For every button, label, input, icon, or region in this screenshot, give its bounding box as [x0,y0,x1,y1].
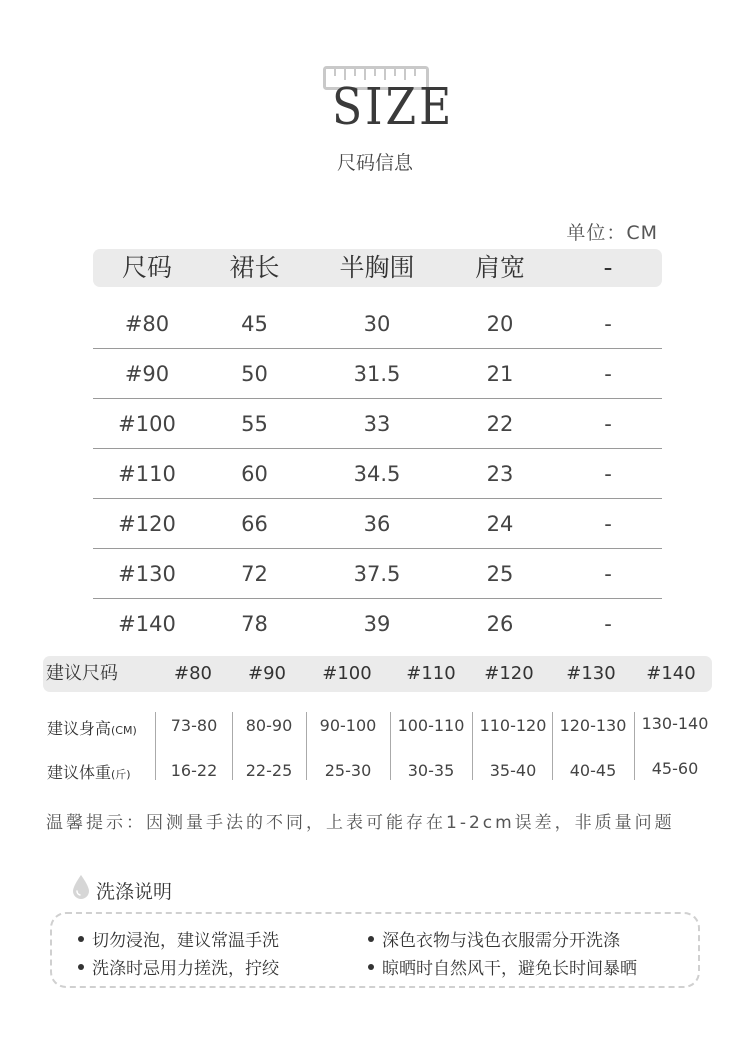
bullet-icon [78,964,84,970]
cell-length: 45 [241,312,268,336]
cell-extra: - [604,612,612,636]
cell-size: #100 [118,412,176,436]
cell-half-chest: 31.5 [353,362,401,386]
cell-length: 50 [241,362,268,386]
cell-shoulder: 24 [486,512,514,536]
cell-size: #140 [118,612,176,636]
cell-extra: - [604,562,612,586]
cell-half-chest: 37.5 [353,562,401,586]
height-unit: (CM) [111,724,137,737]
weight-value: 22-25 [245,761,293,780]
cell-length: 66 [241,512,268,536]
height-label-text: 建议身高 [47,719,112,738]
recommend-size-label: 建议尺码 [46,663,118,684]
wash-item [368,926,620,951]
table-row [93,549,662,599]
cell-shoulder: 25 [486,562,514,586]
measurement-notice: 温馨提示：因测量手法的不同，上表可能存在1-2cm误差，非质量问题 [46,813,675,833]
wash-item-text: 切勿浸泡，建议常温手洗 [92,931,279,951]
cell-length: 78 [241,612,268,636]
cell-shoulder: 26 [486,612,514,636]
cell-size: #80 [124,312,170,336]
height-label [47,716,137,739]
table-row [93,299,662,349]
weight-value: 40-45 [569,761,617,780]
recommend-size-90: #90 [248,663,286,684]
recommend-size-140: #140 [646,663,696,684]
column-header-extra: - [603,253,613,282]
cell-shoulder: 20 [486,312,514,336]
weight-value: 25-30 [324,761,372,780]
height-value: 100-110 [397,716,465,735]
cell-size: #130 [118,562,176,586]
height-value: 120-130 [559,716,627,735]
cell-half-chest: 34.5 [353,462,401,486]
wash-item-text: 洗涤时忌用力搓洗，拧绞 [92,959,279,979]
weight-unit: (斤) [111,768,131,781]
cell-length: 60 [241,462,268,486]
height-value: 80-90 [245,716,293,735]
cell-half-chest: 33 [363,412,391,436]
weight-value: 45-60 [651,759,699,778]
wash-item-text: 深色衣物与浅色衣服需分开洗涤 [382,931,620,951]
bullet-icon [368,936,374,942]
cell-extra: - [604,312,612,336]
cell-extra: - [604,462,612,486]
column-header-length: 裙长 [229,253,280,282]
wash-item [368,954,637,979]
table-row [93,399,662,449]
recommend-size-100: #100 [322,663,372,684]
column-header-shoulder: 肩宽 [474,253,525,282]
unit-label: 单位：CM [566,222,658,244]
recommend-size-120: #120 [484,663,534,684]
cell-length: 72 [241,562,268,586]
bullet-icon [368,964,374,970]
page-subtitle: 尺码信息 [336,152,413,174]
wash-item-text: 晾晒时自然风干，避免长时间暴晒 [382,959,637,979]
wash-item [78,926,279,951]
weight-value: 16-22 [170,761,218,780]
cell-length: 55 [241,412,268,436]
weight-value: 30-35 [407,761,455,780]
height-value: 130-140 [641,714,709,733]
table-row [93,349,662,399]
cell-half-chest: 30 [363,312,391,336]
cell-half-chest: 36 [363,512,391,536]
height-value: 73-80 [170,716,218,735]
weight-value: 35-40 [489,761,537,780]
cell-shoulder: 22 [486,412,514,436]
recommend-size-130: #130 [566,663,616,684]
table-row [93,499,662,549]
cell-size: #90 [124,362,170,386]
column-header-half-chest: 半胸围 [339,253,415,282]
recommend-size-80: #80 [174,663,212,684]
height-value: 90-100 [319,716,377,735]
height-value: 110-120 [479,716,547,735]
size-logo-text: SIZE [332,78,455,137]
cell-extra: - [604,412,612,436]
cell-extra: - [604,512,612,536]
cell-shoulder: 21 [486,362,514,386]
column-header-size: 尺码 [121,253,172,282]
bullet-icon [78,936,84,942]
weight-label-text: 建议体重 [47,763,112,782]
cell-size: #110 [118,462,176,486]
cell-size: #120 [118,512,176,536]
recommend-size-110: #110 [406,663,456,684]
weight-label [47,760,131,783]
cell-half-chest: 39 [363,612,391,636]
cell-shoulder: 23 [486,462,514,486]
size-table-header [93,249,662,287]
table-row [93,599,662,649]
water-drop-icon [72,874,90,900]
wash-item [78,954,279,979]
cell-extra: - [604,362,612,386]
table-row [93,449,662,499]
wash-instructions-title: 洗涤说明 [96,881,173,903]
